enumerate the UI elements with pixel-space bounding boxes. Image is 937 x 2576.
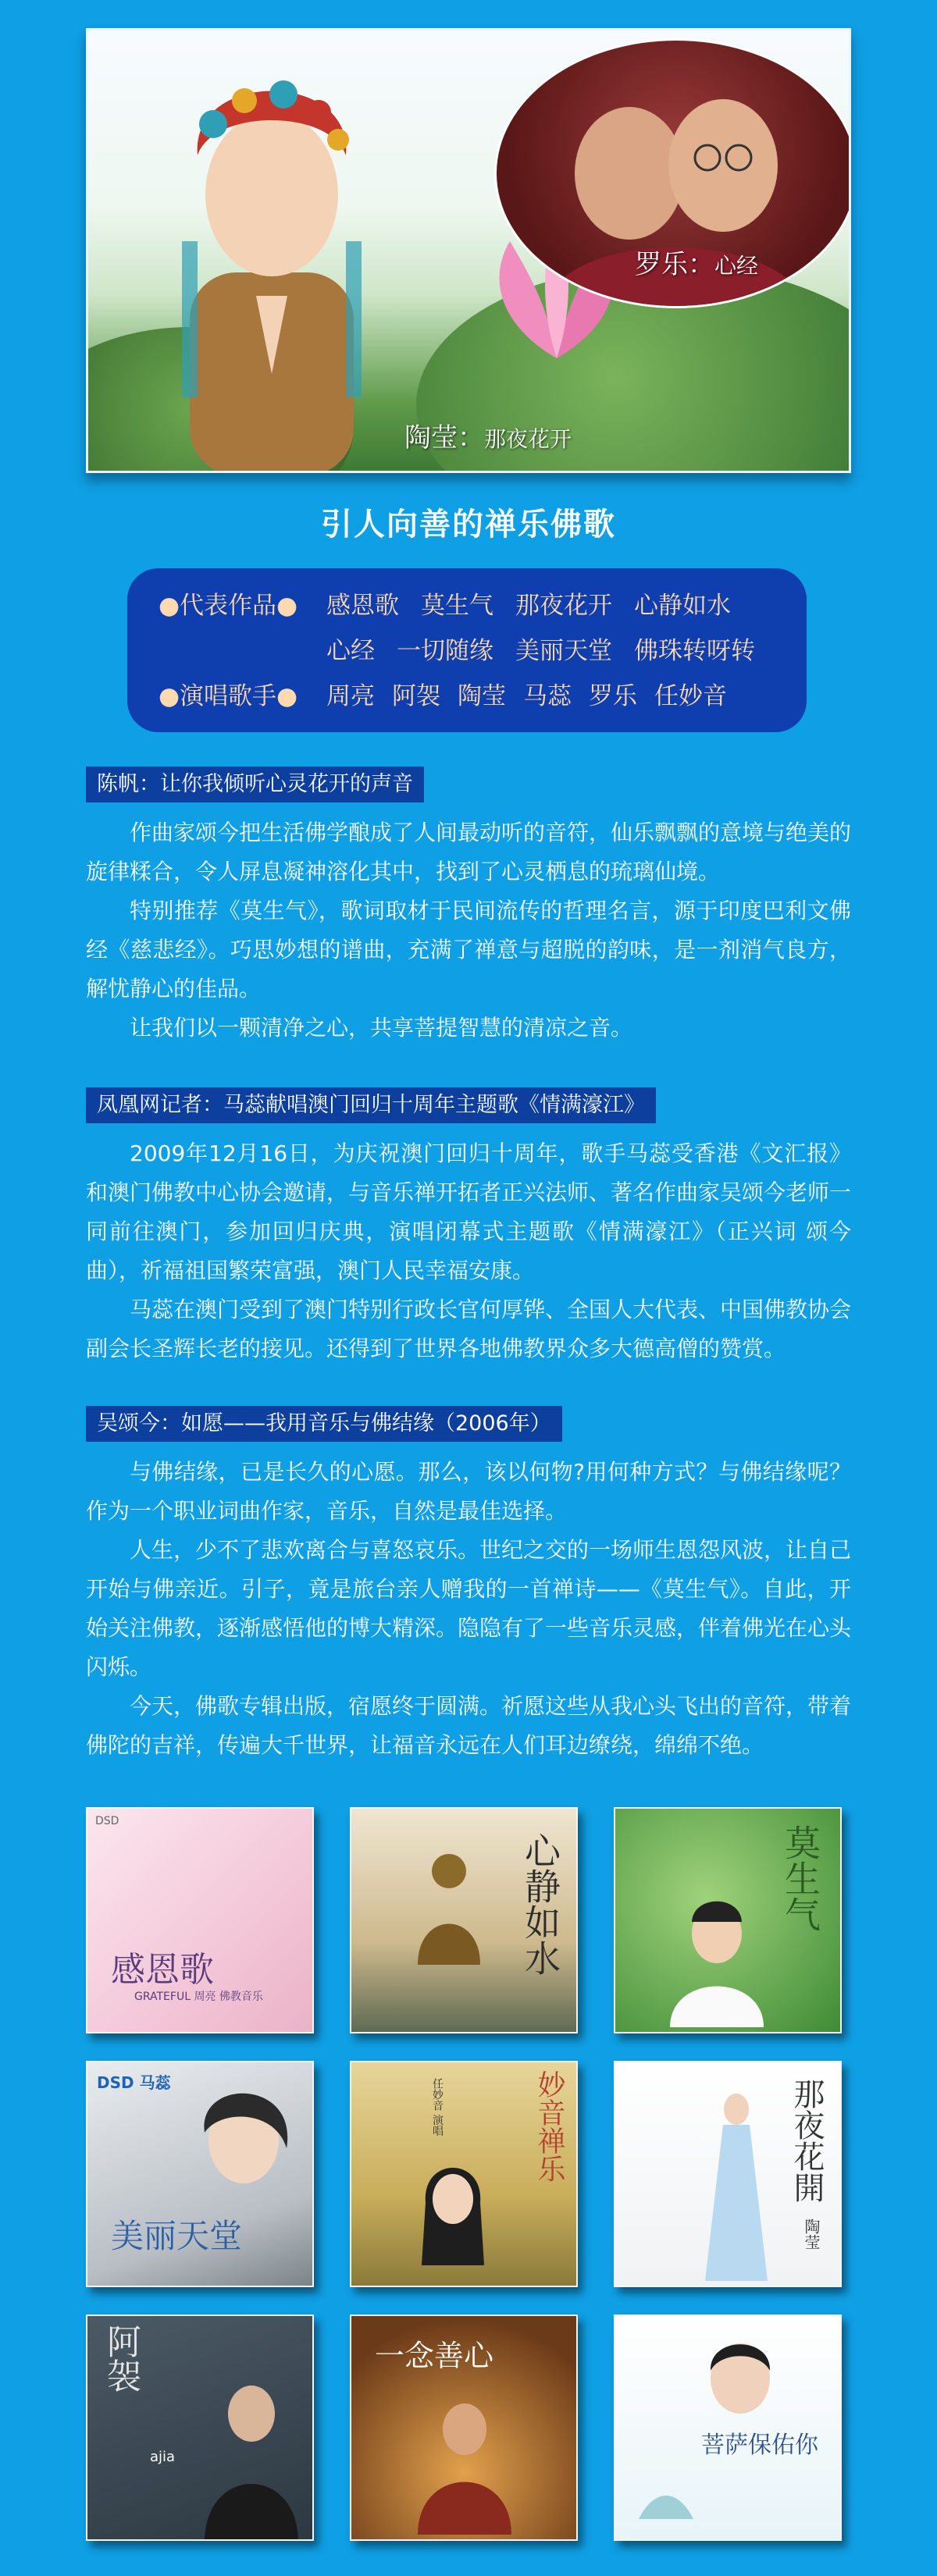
album-title: 心静如水 [519,1832,561,1976]
album-title: 感恩歌 [111,1950,214,1990]
buddha-statue-icon [406,1840,492,1973]
singer-photo [662,1895,771,2027]
album-subtitle: 陶莹 [802,2218,821,2250]
album-cover-calm-heart[interactable] [350,1807,578,2033]
section-paragraph: 今天，佛歌专辑出版，宿愿终于圆满。祈愿这些从我心头飞出的音符，带着佛陀的吉祥，传遍大千世界，让福音永远在人们耳边缭绕，绵绵不绝。 [86,1693,852,1758]
album-title: 一念善心 [375,2339,494,2373]
singer-item: 阿袈 [392,682,440,710]
singer-item: 罗乐 [589,682,637,710]
album-title: 阿袈 [101,2324,141,2393]
singer-portrait [119,38,424,473]
works-label: ●代表作品● [159,592,298,620]
singer-photo [701,2086,771,2281]
album-title: 那夜花開 [789,2078,825,2203]
section-paragraph: 作曲家颂今把生活佛学酿成了人间最动听的音符，仙乐飘飘的意境与绝美的旋律糅合，令人屏息凝神溶化其中，找到了心灵栖息的琉璃仙境。 [86,820,852,884]
singer-photo [693,2332,787,2425]
album-cover-dont-be-angry[interactable] [614,1807,842,2033]
album-tag: DSD [95,1815,119,1827]
album-title: 菩萨保佑你 [701,2432,818,2459]
work-item: 一切随缘 [397,637,493,665]
album-cover-wonderful-zen[interactable] [350,2061,578,2287]
album-title: 莫生气 [779,1824,821,1932]
singer-item: 周亮 [326,682,375,710]
album-cover-gratitude[interactable] [86,1807,314,2033]
work-item: 心经 [326,637,375,665]
work-item: 莫生气 [421,592,493,620]
singer-item: 陶莹 [458,682,506,710]
article-section-2 [86,1087,851,1368]
section-paragraph: 人生，少不了悲欢离合与喜怒哀乐。世纪之交的一场师生恩怨风波，让自己开始与佛亲近。引子，竟是旅台亲人赠我的一首禅诗——《莫生气》。自此，开始关注佛教，逐渐感悟他的博大精深。隐隐有了一些音乐灵感，伴着佛光在心头闪烁。 [86,1537,852,1680]
section-paragraph: 马蕊在澳门受到了澳门特别行政长官何厚铧、全国人大代表、中国佛教协会副会长圣辉长老的接见。还得到了世界各地佛教界众多大德高僧的赞赏。 [86,1297,852,1361]
section-paragraph: 让我们以一颗清净之心，共享菩提智慧的清凉之音。 [130,1015,633,1041]
album-cover-beautiful-heaven[interactable] [86,2061,314,2287]
album-subtitle: GRATEFUL 周亮 佛教音乐 [134,1991,263,2003]
caption-left: 陶莹：那夜花开 [404,422,572,454]
work-item: 美丽天堂 [515,637,612,665]
album-title: 妙音禅乐 [533,2070,565,2183]
singer-photo [398,2156,508,2287]
section-heading: 凤凰网记者：马蕊献唱澳门回归十周年主题歌《情满濠江》 [86,1087,656,1123]
info-panel [127,568,807,732]
page-title: 引人向善的禅乐佛歌 [321,507,616,543]
section-heading: 吴颂今：如愿——我用音乐与佛结缘（2006年） [86,1406,562,1442]
singers-label: ●演唱歌手● [159,682,298,710]
section-paragraph: 与佛结缘，已是长久的心愿。那么，该以何物?用何种方式？与佛结缘呢？作为一个职业词曲作家，音乐，自然是最佳选择。 [86,1459,851,1524]
album-grid [86,1807,867,2549]
singer-photo [197,2371,306,2541]
section-paragraph: 特别推荐《莫生气》，歌词取材于民间流传的哲理名言，源于印度巴利文佛经《慈悲经》。巧思妙想的谱曲，充满了禅意与超脱的韵味，是一剂消气良方，解忧静心的佳品。 [86,898,851,1002]
album-cover-bodhisattva-bless[interactable] [614,2314,842,2541]
singer-photo [181,2078,298,2218]
caption-right: 罗乐：心经 [635,249,759,280]
album-cover-ajia[interactable] [86,2314,314,2541]
album-cover-that-night[interactable] [614,2061,842,2287]
hero-banner [86,28,851,473]
album-subtitle: ajia [150,2449,176,2465]
article-section-3 [86,1406,851,1765]
work-item: 那夜花开 [515,592,612,620]
article-section-1 [86,767,851,1048]
album-tag: DSD 马蕊 [97,2073,171,2092]
work-item: 感恩歌 [326,592,399,620]
lotus-hand-icon [631,2457,701,2527]
album-subtitle: 任妙音 演唱 [431,2078,444,2137]
album-cover-kind-heart[interactable] [350,2314,578,2541]
monk-photo [414,2394,515,2535]
section-heading: 陈帆：让你我倾听心灵花开的声音 [86,767,424,802]
work-item: 心静如水 [634,592,731,620]
section-paragraph: 2009年12月16日，为庆祝澳门回归十周年，歌手马蕊受香港《文汇报》和澳门佛教中心协会邀请，与音乐禅开拓者正兴法师、著名作曲家吴颂今老师一同前往澳门，参加回归庆典，演唱闭幕式主题歌《情满濠江》（正兴词 颂今曲），祈福祖国繁荣富强，澳门人民幸福安康。 [86,1140,852,1283]
singer-item: 任妙音 [654,682,727,710]
album-title: 美丽天堂 [111,2217,243,2255]
singer-item: 马蕊 [523,682,572,710]
work-item: 佛珠转呀转 [634,637,755,665]
